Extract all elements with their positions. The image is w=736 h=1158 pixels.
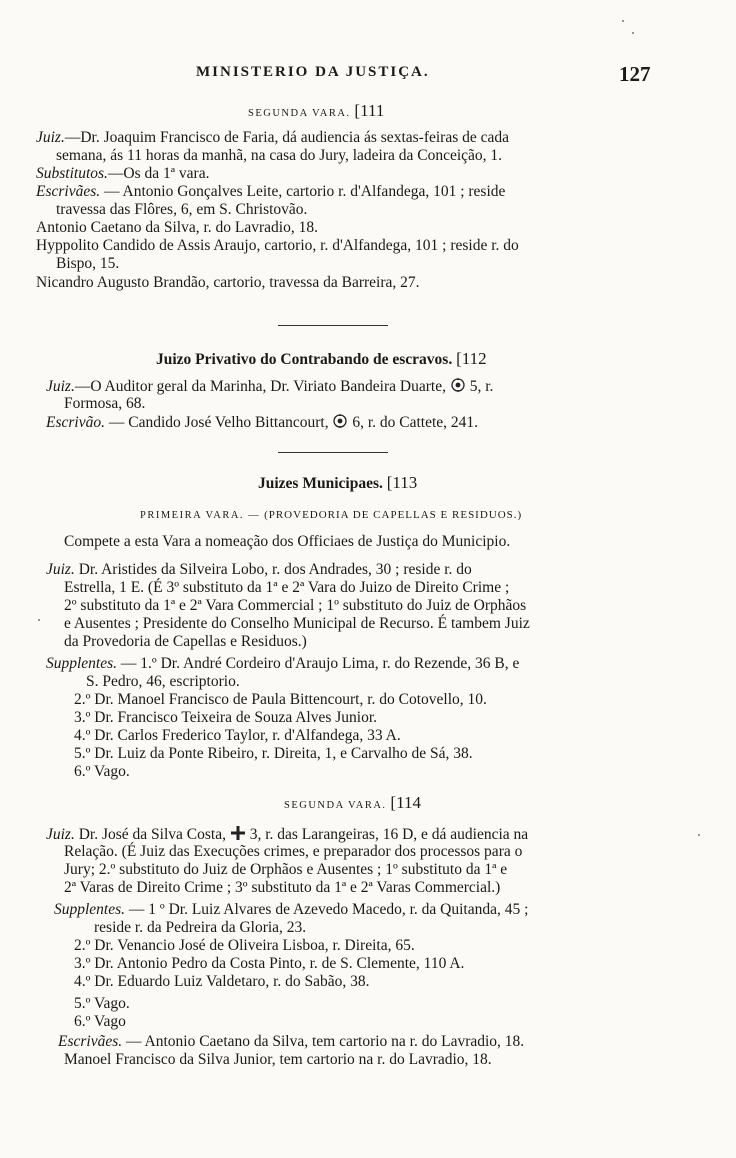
s111-line-2: semana, ás 11 horas da manhã, na casa do Jury, ladeira da Conceição, 1. <box>56 147 503 164</box>
header-title: MINISTERIO DA JUSTIÇA. <box>196 64 430 80</box>
section-divider <box>278 452 388 453</box>
s114-line-2: Relação. (É Juiz das Execuções crimes, e preparador dos processos para o <box>64 843 523 860</box>
s113-line-5: da Provedoria de Capellas e Residuos.) <box>64 633 307 650</box>
s111-line-1: Juiz.—Dr. Joaquim Francisco de Faria, dá audiencia ás sextas-feiras de cada <box>36 129 510 146</box>
s112-line-1: Juiz.—O Auditor geral da Marinha, Dr. Viriato Bandeira Duarte, 5, r. <box>46 378 494 395</box>
cross-order-icon <box>230 825 246 841</box>
scan-speck <box>632 32 634 34</box>
s111-line-8: Bispo, 15. <box>56 255 120 272</box>
s114-line-9: 4.º Dr. Eduardo Luiz Valdetaro, r. do Sabão, 38. <box>74 973 370 990</box>
rose-order-icon <box>450 377 466 393</box>
s114-line-10: 5.º Vago. <box>74 995 130 1012</box>
rose-order-icon <box>332 413 348 429</box>
s113-line-10: 4.º Dr. Carlos Frederico Taylor, r. d'Alfandega, 33 A. <box>74 727 401 744</box>
section-divider <box>278 325 388 326</box>
section-111-heading: SEGUNDA VARA. [111 <box>248 101 385 120</box>
s112-line-2: Formosa, 68. <box>64 395 146 412</box>
s114-line-13: Manoel Francisco da Silva Junior, tem cartorio na r. do Lavradio, 18. <box>64 1051 492 1068</box>
section-113-subheading: PRIMEIRA VARA. — (PROVEDORIA DE CAPELLAS E RESIDUOS.) <box>140 509 523 521</box>
s111-line-5: travessa das Flôres, 6, em S. Christovão. <box>56 201 308 218</box>
s111-line-3: Substitutos.—Os da 1ª vara. <box>36 165 210 182</box>
page-number: 127 <box>619 62 651 86</box>
s112-line-3: Escrivão. — Candido José Velho Bittancourt, 6, r. do Cattete, 241. <box>46 414 479 431</box>
s113-line-8: 2.º Dr. Manoel Francisco de Paula Bittencourt, r. do Cotovello, 10. <box>74 691 487 708</box>
section-114-heading: SEGUNDA VARA. [114 <box>284 793 421 812</box>
s113-line-4: e Ausentes ; Presidente do Conselho Municipal de Recurso. É tambem Juiz <box>64 615 530 632</box>
s111-line-9: Nicandro Augusto Brandão, cartorio, travessa da Barreira, 27. <box>36 274 420 291</box>
s114-line-3: Jury; 2.º substituto do Juiz de Orphãos e Ausentes ; 1º substituto da 1ª e <box>64 861 508 878</box>
s113-line-6: Supplentes. — 1.º Dr. André Cordeiro d'Araujo Lima, r. do Rezende, 36 B, e <box>46 655 520 672</box>
s114-line-7: 2.º Dr. Venancio José de Oliveira Lisboa, r. Direita, 65. <box>74 937 415 954</box>
scan-speck <box>622 20 624 22</box>
running-header <box>0 62 736 86</box>
s114-line-11: 6.º Vago <box>74 1013 126 1030</box>
s111-line-7: Hyppolito Candido de Assis Araujo, cartorio, r. d'Alfandega, 101 ; reside r. do <box>36 237 519 254</box>
s113-intro: Compete a esta Vara a nomeação dos Officiaes de Justiça do Municipio. <box>64 533 511 550</box>
s114-line-12: Escrivães. — Antonio Caetano da Silva, tem cartorio na r. do Lavradio, 18. <box>58 1033 525 1050</box>
s113-line-1: Juiz. Dr. Aristides da Silveira Lobo, r. dos Andrades, 30 ; reside r. do <box>46 561 472 578</box>
s113-line-12: 6.º Vago. <box>74 763 130 780</box>
s113-line-3: 2º substituto da 1ª e 2ª Vara Commercial ; 1º substituto do Juiz de Orphãos <box>64 597 527 614</box>
s114-line-4: 2ª Varas de Direito Crime ; 3º substituto da 1ª e 2ª Varas Commercial.) <box>64 879 501 896</box>
s114-line-8: 3.º Dr. Antonio Pedro da Costa Pinto, r. de S. Clemente, 110 A. <box>74 955 465 972</box>
section-112-heading: Juizo Privativo do Contrabando de escravos. [112 <box>156 349 487 368</box>
s111-line-4: Escrivães. — Antonio Gonçalves Leite, cartorio r. d'Alfandega, 101 ; reside <box>36 183 506 200</box>
section-113-heading: Juizes Municipaes. [113 <box>258 473 418 492</box>
s113-line-9: 3.º Dr. Francisco Teixeira de Souza Alves Junior. <box>74 709 378 726</box>
s113-line-7: S. Pedro, 46, escriptorio. <box>86 673 240 690</box>
s114-line-6: reside r. da Pedreira da Gloria, 23. <box>94 919 307 936</box>
s114-line-5: Supplentes. — 1 º Dr. Luiz Alvares de Azevedo Macedo, r. da Quitanda, 45 ; <box>54 901 529 918</box>
s113-line-11: 5.º Dr. Luiz da Ponte Ribeiro, r. Direita, 1, e Carvalho de Sá, 38. <box>74 745 473 762</box>
s113-line-2: Estrella, 1 E. (É 3º substituto da 1ª e 2ª Vara do Juizo de Direito Crime ; <box>64 579 510 596</box>
scan-speck <box>38 619 40 621</box>
s114-line-1: Juiz. Dr. José da Silva Costa, 3, r. das Larangeiras, 16 D, e dá audiencia na <box>46 826 529 843</box>
s111-line-6: Antonio Caetano da Silva, r. do Lavradio, 18. <box>36 219 318 236</box>
scan-speck <box>698 834 700 836</box>
